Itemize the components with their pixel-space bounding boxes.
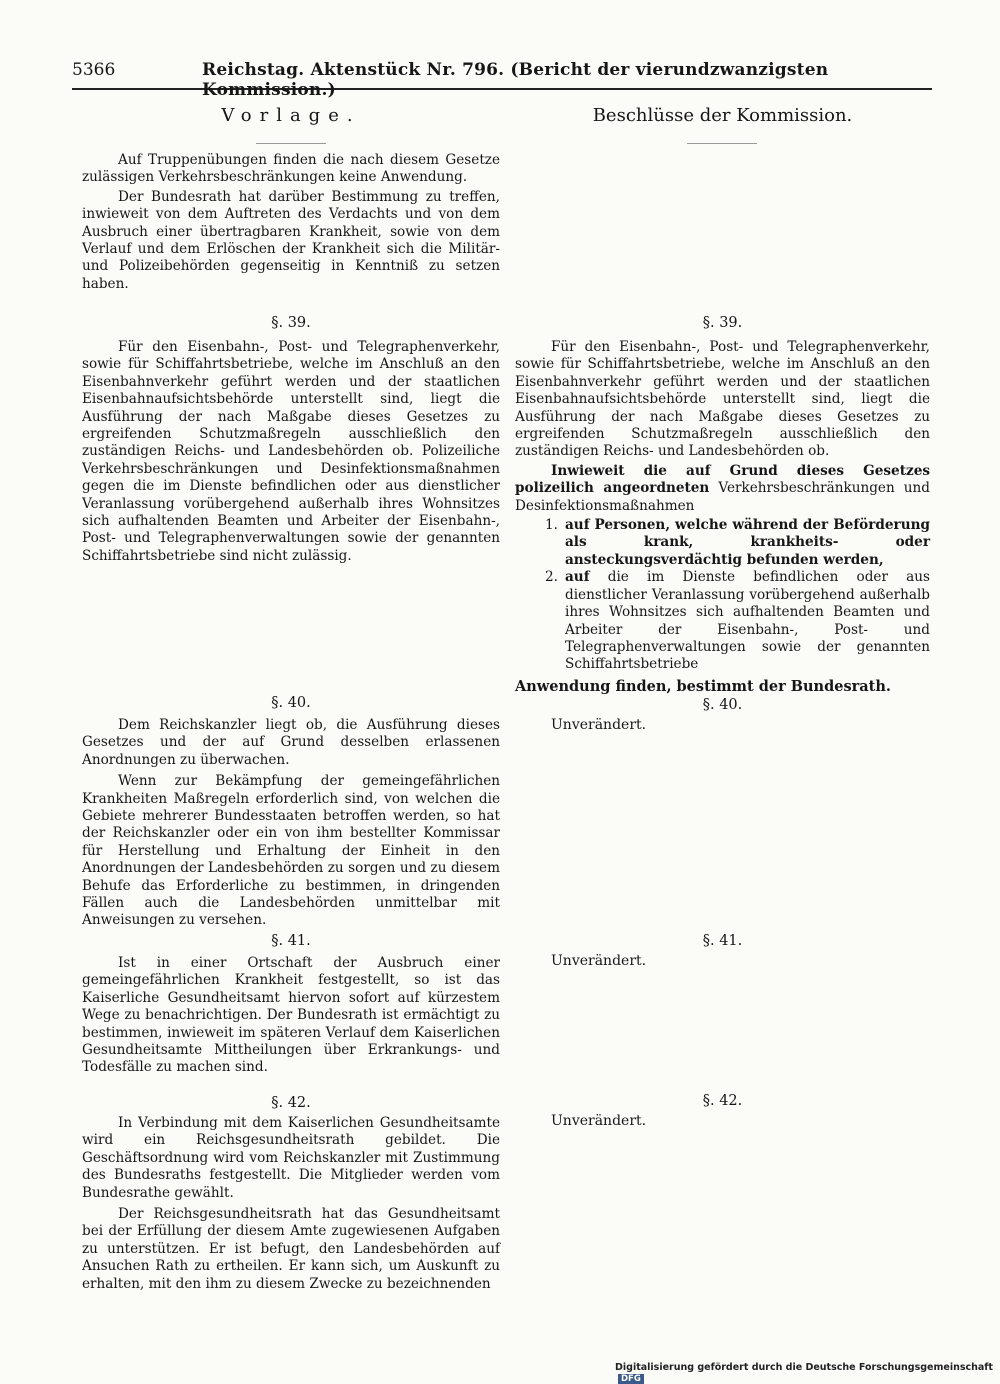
left-section-41	[82, 955, 500, 1077]
left-section-39-text: Für den Eisenbahn-, Post- und Telegraphenverkehr, sowie für Schiffahrtsbetriebe, welche im Anschluß an den Eisenbahnverkehr geführt werden und der staatlichen Eisenbahnaufsichtsbehörde unterstellt sind, liegt die Ausführung der nach Maßgabe dieses Gesetzes zu ergreifenden Schutzmaßregeln ausschließlich den zuständigen Reichs- und Landesbehörden ob. Polizeiliche Verkehrsbeschränkungen und Desinfektionsmaßnahmen gegen die im Dienste befindlichen oder aus dienstlicher Veranlassung vorübergehend außerhalb ihres Wohnsitzes sich aufhaltenden Beamten und Arbeiter der Eisenbahn-, Post- und Telegraphenverwaltungen sowie der genannten Schiffahrtsbetriebe sind nicht zulässig.	[82, 339, 500, 564]
right-column-beschluesse	[515, 105, 930, 1325]
item-text: auf Personen, welche während der Beförderung als krank, krankheits- oder ansteckungsverdächtig befunden werden,	[565, 517, 930, 568]
item-number: 2.	[545, 569, 558, 586]
left-section-42-title: §. 42.	[271, 1095, 311, 1111]
left-section-39	[82, 339, 500, 565]
right-section-39-lead-rest: Verkehrsbeschränkungen und Desinfektionsmaßnahmen	[515, 480, 930, 514]
right-column-heading: Beschlüsse der Kommission.	[592, 105, 853, 126]
right-section-41-text: Unverändert.	[551, 953, 647, 969]
intro-block	[82, 152, 500, 293]
footer-text: Digitalisierung gefördert durch die Deutsche Forschungsgemeinschaft	[615, 1362, 993, 1373]
left-section-40	[82, 717, 500, 930]
right-section-41-title: §. 41.	[702, 933, 743, 949]
right-section-42-title: §. 42.	[702, 1093, 743, 1109]
left-section-39-title: §. 39.	[271, 315, 311, 331]
right-section-39-text: Für den Eisenbahn-, Post- und Telegraphenverkehr, sowie für Schiffahrtsbetriebe, welche im Anschluß an den Eisenbahnverkehr geführt werden und der staatlichen Eisenbahnaufsichtsbehörde unterstellt sind, liegt die Ausführung der nach Maßgabe dieses Gesetzes zu ergreifenden Schutzmaßregeln ausschließlich den zuständigen Reichs- und Landesbehörden ob.	[515, 339, 930, 460]
heading-rule	[687, 143, 757, 144]
left-section-42-paragraph-2: Der Reichsgesundheitsrath hat das Gesundheitsamt bei der Erfüllung der diesem Amte zugewiesenen Aufgaben zu unterstützen. Er ist befugt, den Landesbehörden auf Ansuchen Rath zu ertheilen. Er kann sich, um Auskunft zu erhalten, mit den ihm zu diesem Zwecke zu bezeichnenden	[82, 1206, 500, 1292]
left-section-42	[82, 1115, 500, 1293]
intro-paragraph-2: Der Bundesrath hat darüber Bestimmung zu treffen, inwieweit von dem Auftreten des Verdachts und von dem Ausbruch einer übertragbaren Krankheit, sowie von dem Verlauf und dem Erlöschen der Krankheit sich die Militär- und Polizeibehörden gegenseitig in Kenntniß zu setzen haben.	[82, 188, 500, 292]
right-section-40-title: §. 40.	[702, 697, 743, 713]
page-number: 5366	[72, 60, 116, 80]
item-number: 1.	[545, 517, 558, 534]
left-section-41-title: §. 41.	[271, 933, 311, 949]
left-column-heading: Vorlage.	[221, 105, 361, 126]
right-section-39-closing: Anwendung finden, bestimmt der Bundesrath.	[515, 677, 891, 695]
left-section-42-paragraph-1: In Verbindung mit dem Kaiserlichen Gesundheitsamte wird ein Reichsgesundheitsrath gebildet. Die Geschäftsordnung wird vom Reichskanzler mit Zustimmung des Bundesraths festgestellt. Die Mitglieder werden vom Bundesrathe gewählt.	[82, 1115, 500, 1201]
right-section-42-text: Unverändert.	[551, 1113, 647, 1129]
left-column-vorlage	[82, 105, 500, 1325]
left-section-40-paragraph-1: Dem Reichskanzler liegt ob, die Ausführung dieses Gesetzes und der auf Grund desselben erlassenen Anordnungen zu überwachen.	[82, 717, 500, 768]
heading-rule	[256, 143, 326, 144]
item-bold-word: auf	[565, 569, 590, 586]
right-section-39-item-1	[515, 517, 930, 569]
right-section-40-text: Unverändert.	[551, 717, 647, 733]
right-section-39-title: §. 39.	[702, 315, 743, 331]
item-text: die im Dienste befindlichen oder aus dienstlicher Veranlassung vorübergehend außerhalb ihres Wohnsitzes sich aufhaltenden Beamten und Arbeiter der Eisenbahn-, Post- und Telegraphenverwaltungen sowie der genannten Schiffahrtsbetriebe	[565, 569, 930, 673]
page-header	[72, 58, 932, 100]
digitization-footer	[615, 1362, 1000, 1384]
left-section-40-paragraph-2: Wenn zur Bekämpfung der gemeingefährlichen Krankheiten Maßregeln erforderlich sind, von welchen die Gebiete mehrerer Bundesstaaten betroffen werden, so hat der Reichskanzler oder ein von ihm bestellter Kommissar für Herstellung und Erhaltung der Einheit in den Anordnungen der Landesbehörden zu sorgen und zu diesem Behufe das Erforderliche zu bestimmen, in dringenden Fällen auch die Landesbehörden unmittelbar mit Anweisungen zu versehen.	[82, 773, 500, 929]
left-section-41-text: Ist in einer Ortschaft der Ausbruch einer gemeingefährlichen Krankheit festgestellt, so ist das Kaiserliche Gesundheitsamt hiervon sofort auf kürzestem Wege zu benachrichtigen. Der Bundesrath ist ermächtigt zu bestimmen, inwieweit im späteren Verlauf dem Kaiserlichen Gesundheitsamte Mittheilungen über Erkrankungs- und Todesfälle zu machen sind.	[82, 955, 500, 1076]
dfg-logo: DFG	[618, 1374, 644, 1384]
right-section-39-lead	[515, 463, 930, 515]
intro-paragraph-1: Auf Truppenübungen finden die nach diesem Gesetze zulässigen Verkehrsbeschränkungen keine Anwendung.	[82, 152, 500, 186]
right-section-39-bold-lead: Inwieweit die auf Grund dieses Gesetzes polizeilich angeordneten	[515, 462, 930, 497]
running-title: Reichstag. Aktenstück Nr. 796. (Bericht der vierundzwanzigsten Kommission.)	[202, 60, 829, 100]
right-section-39	[515, 339, 930, 695]
left-section-40-title: §. 40.	[271, 695, 311, 711]
right-section-39-item-2	[515, 569, 930, 673]
